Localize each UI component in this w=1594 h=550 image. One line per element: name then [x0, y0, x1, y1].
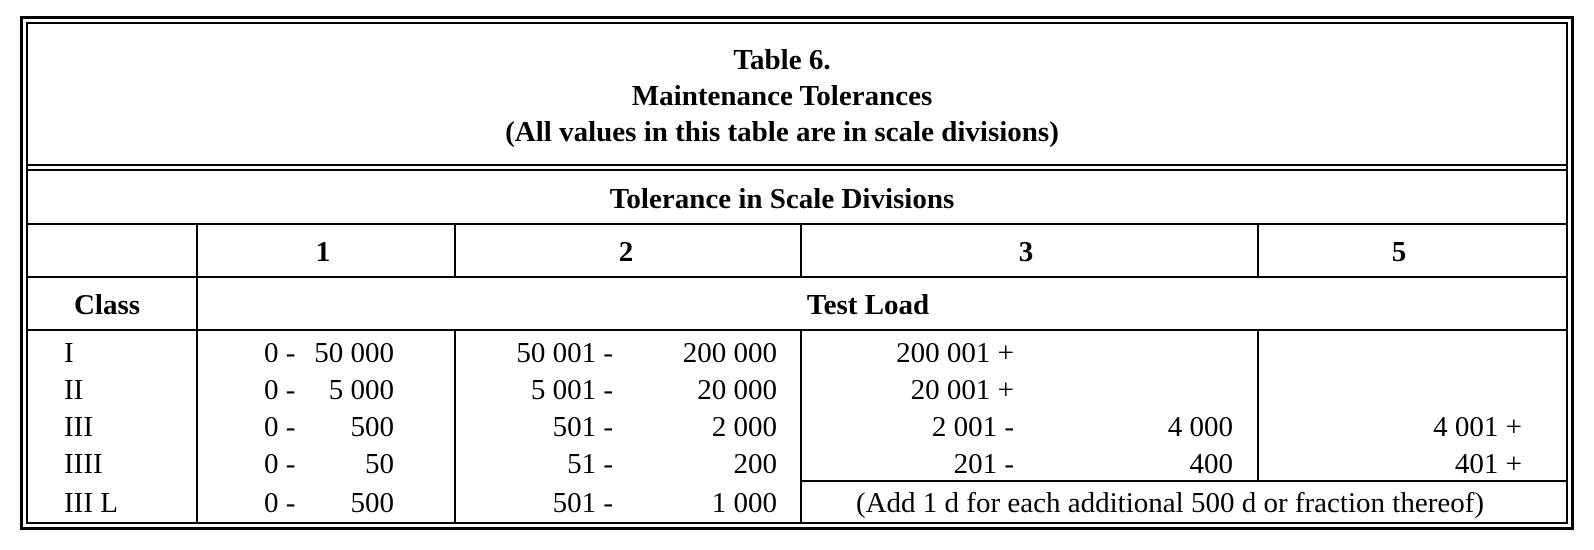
col1-from-cell: 0 - [264, 448, 296, 480]
col2-from-cell: 501 - [552, 487, 613, 519]
col5-cell: 4 001 + [1433, 411, 1522, 443]
col1-from-cell: 0 - [264, 374, 296, 406]
tolerance-column-3: 3 [1018, 236, 1034, 268]
class-column-rule [196, 223, 198, 522]
col3-from-cell: 201 - [953, 448, 1014, 480]
col1-to-cell: 500 [350, 411, 394, 443]
col2-to-cell: 1 000 [711, 487, 777, 519]
col1-to-cell: 500 [350, 487, 394, 519]
col3-col5-rule-top [1257, 223, 1259, 277]
class-cell: III [64, 411, 93, 443]
additional-load-note: (Add 1 d for each additional 500 d or fraction thereof) [855, 487, 1485, 519]
col1-to-cell: 5 000 [328, 374, 394, 406]
col3-col5-rule [1257, 329, 1259, 480]
table-subtitle: Maintenance Tolerances [631, 80, 933, 112]
tolerance-column-2: 2 [618, 236, 634, 268]
col2-to-cell: 2 000 [711, 411, 777, 443]
col2-from-cell: 501 - [552, 411, 613, 443]
tolerance-column-5: 5 [1391, 236, 1407, 268]
col3-from-cell: 20 001 + [910, 374, 1014, 406]
col1-from-cell: 0 - [264, 487, 296, 519]
column-number-divider [26, 276, 1568, 278]
col3-from-cell: 200 001 + [896, 337, 1014, 369]
col1-from-cell: 0 - [264, 337, 296, 369]
col1-to-cell: 50 000 [314, 337, 394, 369]
test-load-header: Test Load [806, 289, 930, 321]
class-cell: IIII [64, 448, 103, 480]
tolerance-group-header: Tolerance in Scale Divisions [609, 183, 955, 215]
table-note: (All values in this table are in scale divisions) [505, 116, 1059, 148]
table-title: Table 6. [733, 44, 831, 76]
col1-to-cell: 50 [365, 448, 394, 480]
note-row-divider [800, 480, 1568, 482]
title-divider-upper [26, 164, 1568, 166]
class-cell: III L [64, 487, 118, 519]
col2-col3-rule [800, 329, 802, 522]
col1-col2-rule-top [454, 223, 456, 277]
col2-from-cell: 50 001 - [516, 337, 613, 369]
col1-from-cell: 0 - [264, 411, 296, 443]
col5-cell: 401 + [1454, 448, 1522, 480]
header-divider [26, 329, 1568, 331]
title-divider-lower [26, 169, 1568, 171]
class-header: Class [73, 289, 141, 321]
col2-to-cell: 20 000 [697, 374, 777, 406]
col3-from-cell: 2 001 - [931, 411, 1014, 443]
col2-from-cell: 5 001 - [530, 374, 613, 406]
group-header-divider [26, 223, 1568, 225]
col3-to-cell: 4 000 [1167, 411, 1233, 443]
col1-col2-rule [454, 329, 456, 522]
class-cell: I [64, 337, 74, 369]
col2-col3-rule-top [800, 223, 802, 277]
tolerance-column-1: 1 [315, 236, 331, 268]
col2-to-cell: 200 000 [682, 337, 777, 369]
col3-to-cell: 400 [1189, 448, 1233, 480]
col2-from-cell: 51 - [567, 448, 613, 480]
class-cell: II [64, 374, 84, 406]
col2-to-cell: 200 [733, 448, 777, 480]
